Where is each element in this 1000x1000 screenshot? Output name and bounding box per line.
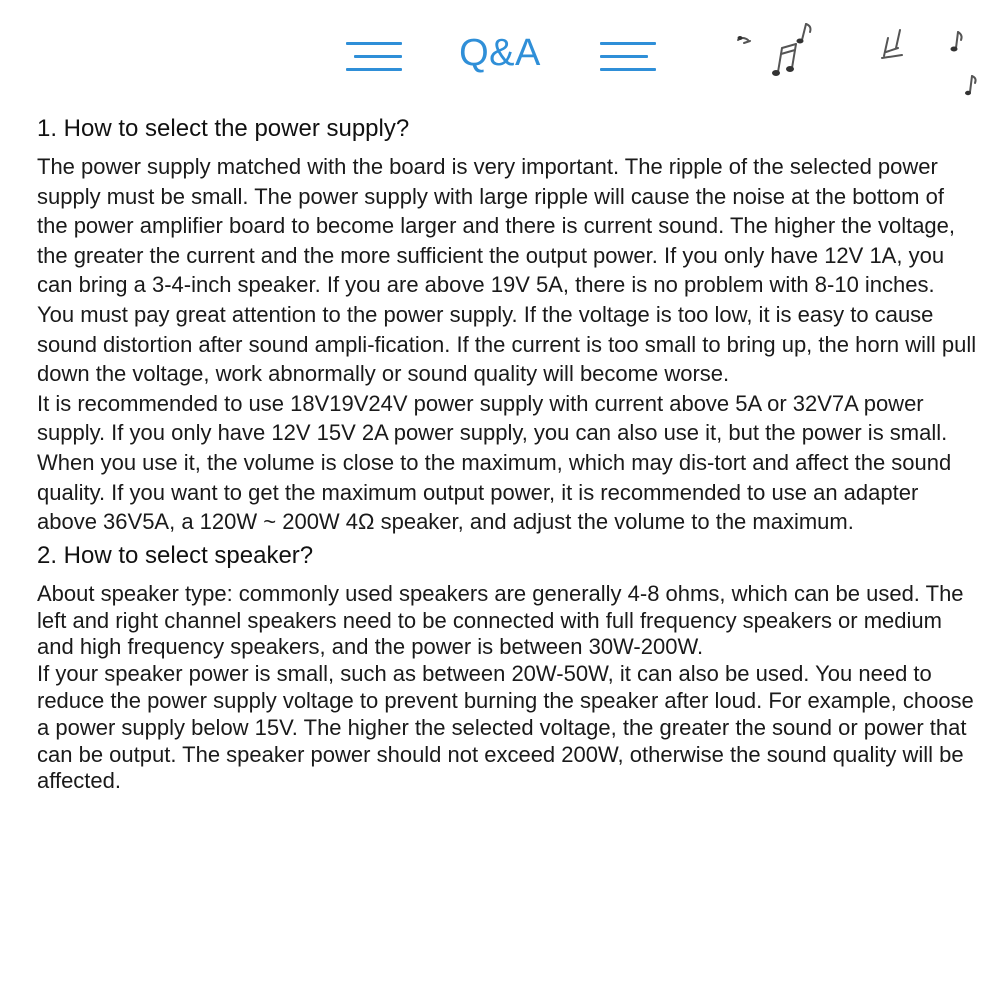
question-1-answer-paragraph-2: It is recommended to use 18V19V24V power supply with current above 5A or 32V7A power supply. If you only have 12V 15V 2A power supply, you can also use it, but the power is small. When you use it, the volume is close to the maximum, which may dis-tort and affect the sound quality. If you want to get the maximum output power, it is recommended to use an adapter above 36V5A, a 120W ~ 200W 4Ω speaker, and adjust the volume to the maximum.	[37, 390, 952, 535]
qa-content	[37, 112, 977, 795]
question-2-heading: 2. How to select speaker?	[37, 541, 314, 569]
menu-lines-left-icon	[346, 42, 402, 74]
question-1-answer-paragraph-1: The power supply matched with the board is very important. The ripple of the selected power supply must be small. The power supply with large ripple will cause the noise at the bottom of the power amplifier board to become larger and there is current sound. The higher the voltage, the greater the current and the more sufficient the output power. If you only have 12V 1A, you can bring a 3-4-inch speaker. If you are above 19V 5A, there is no problem with 8-10 inches. You must pay great attention to the power supply. If the voltage is too low, it is easy to cause sound distortion after sound ampli-fication. If the current is too small to bring up, the horn will pull down the voltage, work abnormally or sound quality will become worse.	[37, 154, 977, 387]
question-2-answer-paragraph-2: If your speaker power is small, such as between 20W-50W, it can also be used. You need to reduce the power supply voltage to prevent burning the speaker after loud. For example, choose a power supply below 15V. The higher the selected voltage, the greater the sound or power that can be output. The speaker power should not exceed 200W, otherwise the sound quality will be affected.	[37, 661, 974, 794]
question-1-heading: 1. How to select the power supply?	[37, 115, 410, 142]
menu-lines-right-icon	[600, 42, 656, 74]
page-title: Q&A	[459, 32, 541, 74]
question-2-answer-paragraph-1: About speaker type: commonly used speakers are generally 4-8 ohms, which can be used. The left and right channel speakers need to be connected with full frequency speakers or medium and high frequency speakers, and the power is between 30W-200W.	[37, 580, 964, 660]
music-notes-icon	[730, 16, 990, 106]
